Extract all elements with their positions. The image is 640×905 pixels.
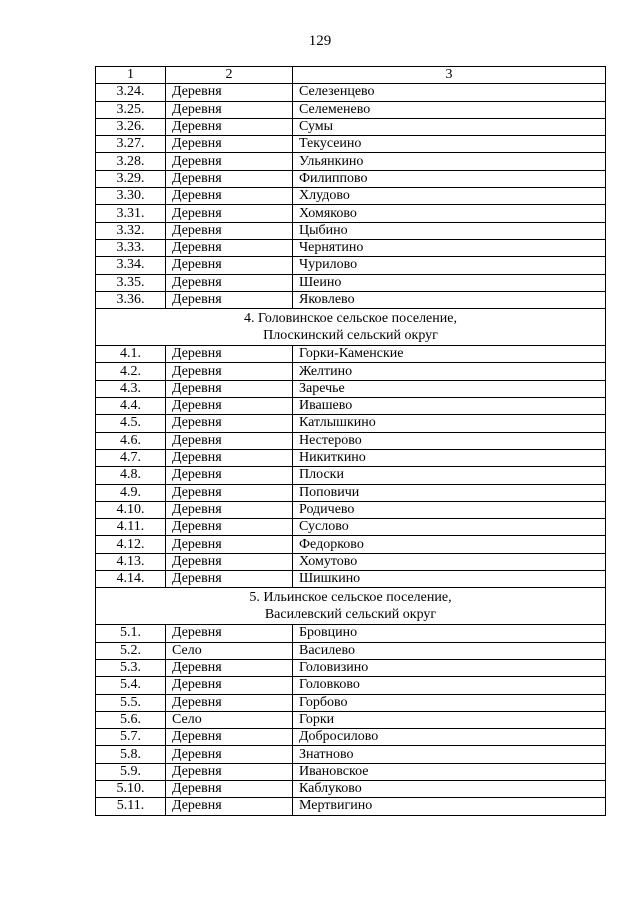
settlement-type-cell: Деревня: [166, 780, 293, 797]
section-header-row: [96, 588, 606, 625]
row-number-cell: 3.25.: [96, 101, 166, 118]
header-cell-name: 3: [293, 67, 606, 84]
table-row: [96, 746, 606, 763]
settlement-name-cell: Федорково: [293, 536, 606, 553]
section-title: [96, 309, 606, 346]
settlement-type-cell: Деревня: [166, 118, 293, 135]
settlement-type-cell: Деревня: [166, 519, 293, 536]
table-row: [96, 363, 606, 380]
settlement-type-cell: Деревня: [166, 467, 293, 484]
row-number-cell: 3.26.: [96, 118, 166, 135]
table-row: [96, 536, 606, 553]
settlement-name-cell: Никиткино: [293, 449, 606, 466]
row-number-cell: 4.14.: [96, 571, 166, 588]
table-row: [96, 380, 606, 397]
table-row: [96, 188, 606, 205]
settlement-name-cell: Суслово: [293, 519, 606, 536]
settlement-name-cell: Чернятино: [293, 239, 606, 256]
settlement-type-cell: Деревня: [166, 101, 293, 118]
settlement-name-cell: Шишкино: [293, 571, 606, 588]
row-number-cell: 4.10.: [96, 501, 166, 518]
settlement-name-cell: Яковлево: [293, 291, 606, 308]
settlement-name-cell: Селезенцево: [293, 84, 606, 101]
table-row: [96, 84, 606, 101]
settlement-type-cell: Деревня: [166, 188, 293, 205]
section-title-line: 5. Ильинское сельское поселение,: [249, 590, 452, 606]
settlement-name-cell: Филиппово: [293, 170, 606, 187]
row-number-cell: 5.4.: [96, 677, 166, 694]
settlement-name-cell: Плоски: [293, 467, 606, 484]
row-number-cell: 3.31.: [96, 205, 166, 222]
section-title-line: Василевский сельский округ: [264, 607, 437, 623]
settlement-name-cell: Сумы: [293, 118, 606, 135]
row-number-cell: 3.36.: [96, 291, 166, 308]
settlement-name-cell: Головизино: [293, 659, 606, 676]
settlement-name-cell: Горбово: [293, 694, 606, 711]
row-number-cell: 3.28.: [96, 153, 166, 170]
settlement-name-cell: Шеино: [293, 274, 606, 291]
table-row: [96, 205, 606, 222]
table-row: [96, 780, 606, 797]
table-row: [96, 257, 606, 274]
settlement-type-cell: Деревня: [166, 553, 293, 570]
settlement-type-cell: Деревня: [166, 291, 293, 308]
settlement-name-cell: Горки: [293, 711, 606, 728]
settlement-type-cell: Деревня: [166, 136, 293, 153]
table-row: [96, 711, 606, 728]
row-number-cell: 4.6.: [96, 432, 166, 449]
section-title-line: 4. Головинское сельское поселение,: [244, 311, 457, 327]
row-number-cell: 4.8.: [96, 467, 166, 484]
settlement-name-cell: Нестерово: [293, 432, 606, 449]
settlement-name-cell: Поповичи: [293, 484, 606, 501]
settlement-type-cell: Деревня: [166, 239, 293, 256]
settlement-type-cell: Деревня: [166, 729, 293, 746]
settlements-table: [95, 66, 606, 816]
row-number-cell: 3.32.: [96, 222, 166, 239]
settlement-type-cell: Деревня: [166, 205, 293, 222]
settlement-type-cell: Деревня: [166, 222, 293, 239]
settlement-type-cell: Деревня: [166, 501, 293, 518]
table-row: [96, 694, 606, 711]
settlement-name-cell: Добросилово: [293, 729, 606, 746]
settlement-name-cell: Горки-Каменские: [293, 346, 606, 363]
table-row: [96, 415, 606, 432]
row-number-cell: 3.27.: [96, 136, 166, 153]
row-number-cell: 4.2.: [96, 363, 166, 380]
row-number-cell: 5.6.: [96, 711, 166, 728]
settlement-name-cell: Василево: [293, 642, 606, 659]
settlement-type-cell: Деревня: [166, 449, 293, 466]
settlement-type-cell: Деревня: [166, 380, 293, 397]
table-row: [96, 677, 606, 694]
table-row: [96, 291, 606, 308]
row-number-cell: 3.24.: [96, 84, 166, 101]
settlement-name-cell: Хомутово: [293, 553, 606, 570]
settlement-type-cell: Деревня: [166, 170, 293, 187]
row-number-cell: 4.11.: [96, 519, 166, 536]
row-number-cell: 3.35.: [96, 274, 166, 291]
table-row: [96, 642, 606, 659]
table-row: [96, 659, 606, 676]
settlement-name-cell: Мертвигино: [293, 798, 606, 815]
row-number-cell: 5.11.: [96, 798, 166, 815]
settlement-type-cell: Деревня: [166, 694, 293, 711]
settlement-name-cell: Ивановское: [293, 763, 606, 780]
settlement-name-cell: Хлудово: [293, 188, 606, 205]
table-row: [96, 118, 606, 135]
section-title: [96, 588, 606, 625]
row-number-cell: 3.30.: [96, 188, 166, 205]
settlement-type-cell: Село: [166, 711, 293, 728]
row-number-cell: 5.8.: [96, 746, 166, 763]
row-number-cell: 4.13.: [96, 553, 166, 570]
table-header-row: [96, 67, 606, 84]
settlement-type-cell: Деревня: [166, 274, 293, 291]
settlement-type-cell: Деревня: [166, 363, 293, 380]
settlement-type-cell: Деревня: [166, 536, 293, 553]
settlement-type-cell: Деревня: [166, 746, 293, 763]
row-number-cell: 5.9.: [96, 763, 166, 780]
settlement-type-cell: Деревня: [166, 571, 293, 588]
table-row: [96, 449, 606, 466]
settlement-name-cell: Головково: [293, 677, 606, 694]
settlement-name-cell: Бровцино: [293, 625, 606, 642]
row-number-cell: 5.10.: [96, 780, 166, 797]
row-number-cell: 5.7.: [96, 729, 166, 746]
settlement-type-cell: Деревня: [166, 84, 293, 101]
table-row: [96, 346, 606, 363]
settlement-name-cell: Родичево: [293, 501, 606, 518]
settlement-name-cell: Ульянкино: [293, 153, 606, 170]
table-row: [96, 625, 606, 642]
table-row: [96, 553, 606, 570]
settlement-name-cell: Цыбино: [293, 222, 606, 239]
settlement-name-cell: Селеменево: [293, 101, 606, 118]
row-number-cell: 4.12.: [96, 536, 166, 553]
settlement-type-cell: Деревня: [166, 484, 293, 501]
table-row: [96, 153, 606, 170]
row-number-cell: 3.29.: [96, 170, 166, 187]
header-cell-type: 2: [166, 67, 293, 84]
settlement-name-cell: Текусеино: [293, 136, 606, 153]
settlement-type-cell: Деревня: [166, 398, 293, 415]
row-number-cell: 5.1.: [96, 625, 166, 642]
settlement-type-cell: Деревня: [166, 432, 293, 449]
settlement-type-cell: Деревня: [166, 659, 293, 676]
table-row: [96, 101, 606, 118]
table-row: [96, 484, 606, 501]
settlement-type-cell: Деревня: [166, 677, 293, 694]
row-number-cell: 4.7.: [96, 449, 166, 466]
table-row: [96, 398, 606, 415]
settlement-name-cell: Желтино: [293, 363, 606, 380]
settlement-type-cell: Деревня: [166, 346, 293, 363]
row-number-cell: 4.1.: [96, 346, 166, 363]
row-number-cell: 3.33.: [96, 239, 166, 256]
row-number-cell: 5.3.: [96, 659, 166, 676]
table-row: [96, 170, 606, 187]
settlement-type-cell: Деревня: [166, 153, 293, 170]
table-row: [96, 763, 606, 780]
settlement-name-cell: Знатново: [293, 746, 606, 763]
settlement-name-cell: Чурилово: [293, 257, 606, 274]
table-row: [96, 136, 606, 153]
settlement-name-cell: Каблуково: [293, 780, 606, 797]
row-number-cell: 4.9.: [96, 484, 166, 501]
table-row: [96, 274, 606, 291]
header-cell-number: 1: [96, 67, 166, 84]
table-row: [96, 222, 606, 239]
table-row: [96, 467, 606, 484]
table-row: [96, 571, 606, 588]
settlement-name-cell: Катлышкино: [293, 415, 606, 432]
table-row: [96, 519, 606, 536]
settlement-name-cell: Заречье: [293, 380, 606, 397]
settlement-type-cell: Село: [166, 642, 293, 659]
table-row: [96, 501, 606, 518]
table-row: [96, 239, 606, 256]
section-header-row: [96, 309, 606, 346]
section-title-line: Плоскинский сельский округ: [263, 328, 438, 344]
row-number-cell: 4.4.: [96, 398, 166, 415]
settlement-type-cell: Деревня: [166, 763, 293, 780]
settlement-name-cell: Ивашево: [293, 398, 606, 415]
table-row: [96, 729, 606, 746]
table-row: [96, 432, 606, 449]
row-number-cell: 5.2.: [96, 642, 166, 659]
row-number-cell: 4.5.: [96, 415, 166, 432]
row-number-cell: 4.3.: [96, 380, 166, 397]
settlement-type-cell: Деревня: [166, 415, 293, 432]
settlement-type-cell: Деревня: [166, 798, 293, 815]
page-number: 129: [308, 33, 332, 49]
settlement-name-cell: Хомяково: [293, 205, 606, 222]
table-row: [96, 798, 606, 815]
table-body: [96, 67, 606, 816]
settlement-type-cell: Деревня: [166, 625, 293, 642]
row-number-cell: 5.5.: [96, 694, 166, 711]
settlement-type-cell: Деревня: [166, 257, 293, 274]
row-number-cell: 3.34.: [96, 257, 166, 274]
